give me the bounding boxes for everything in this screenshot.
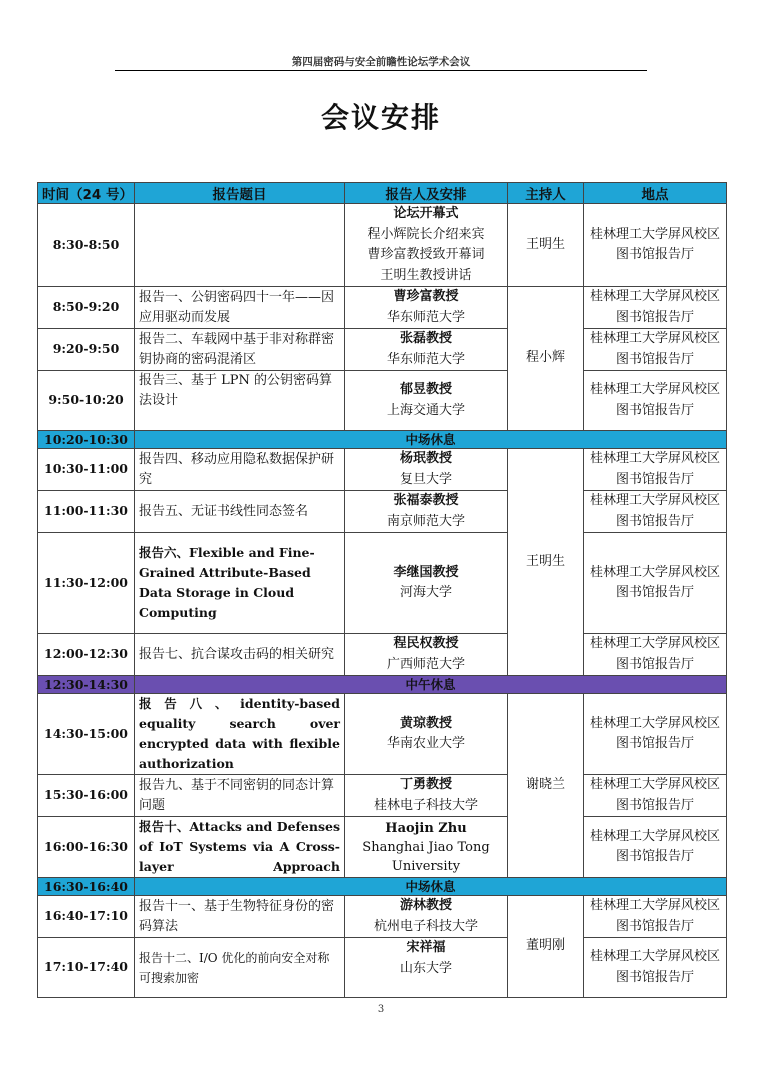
topic-cell: 报告十二、I/O 优化的前向安全对称可搜索加密 — [135, 938, 345, 998]
table-row — [38, 896, 727, 938]
break-label: 中场休息 — [135, 431, 727, 449]
table-header-row — [38, 183, 727, 204]
speaker-affiliation: 华东师范大学 — [386, 351, 465, 367]
speaker-cell — [345, 694, 508, 775]
speaker-affiliation: Shanghai Jiao Tong University — [362, 839, 490, 874]
topic-cell: 报告二、车载网中基于非对称群密钥协商的密码混淆区 — [135, 329, 345, 371]
break-row — [38, 676, 727, 694]
topic-cell: 报告四、移动应用隐私数据保护研究 — [135, 449, 345, 491]
topic-cell: 报告七、抗合谋攻击码的相关研究 — [135, 634, 345, 676]
table-row — [38, 287, 727, 329]
page-title: 会议安排 — [320, 101, 441, 134]
time-cell: 11:30-12:00 — [38, 533, 135, 634]
venue-cell: 桂林理工大学屏风校区图书馆报告厅 — [584, 634, 727, 676]
table-row — [38, 694, 727, 775]
column-header-topic: 报告题目 — [135, 183, 345, 204]
speaker-affiliation: 桂林电子科技大学 — [373, 797, 478, 813]
venue-cell: 桂林理工大学屏风校区图书馆报告厅 — [584, 287, 727, 329]
table-row — [38, 204, 727, 287]
topic-cell: 报告十一、基于生物特征身份的密码算法 — [135, 896, 345, 938]
topic-cell: 报告九、基于不同密钥的同态计算问题 — [135, 775, 345, 817]
speaker-cell — [345, 533, 508, 634]
time-cell: 14:30-15:00 — [38, 694, 135, 775]
speaker-name: 程民权教授 — [393, 636, 459, 651]
topic-cell: 报告八、identity-based equality search over encrypted data with flexible authorization — [135, 694, 345, 775]
speaker-affiliation: 山东大学 — [399, 960, 452, 976]
speaker-cell — [345, 204, 508, 287]
time-cell: 8:50-9:20 — [38, 287, 135, 329]
column-header-speaker: 报告人及安排 — [345, 183, 508, 204]
speaker-cell — [345, 896, 508, 938]
time-cell: 17:10-17:40 — [38, 938, 135, 998]
speaker-cell — [345, 371, 508, 431]
speaker-line: 王明生教授讲话 — [380, 267, 472, 283]
speaker-affiliation: 南京师范大学 — [386, 513, 465, 529]
time-cell: 12:00-12:30 — [38, 634, 135, 676]
speaker-affiliation: 广西师范大学 — [386, 656, 465, 672]
topic-cell: 报告一、公钥密码四十一年——因应用驱动而发展 — [135, 287, 345, 329]
speaker-name: 黄琼教授 — [399, 715, 452, 731]
speaker-name: 张福泰教授 — [393, 493, 459, 508]
table-row — [38, 775, 727, 817]
venue-cell: 桂林理工大学屏风校区图书馆报告厅 — [584, 329, 727, 371]
venue-cell: 桂林理工大学屏风校区图书馆报告厅 — [584, 938, 727, 998]
venue-cell: 桂林理工大学屏风校区图书馆报告厅 — [584, 775, 727, 817]
topic-cell: 报告十、Attacks and Defenses of IoT Systems via A Cross-layer Approach — [135, 817, 345, 878]
topic-cell: 报告五、无证书线性同态签名 — [135, 491, 345, 533]
topic-cell: 报告三、基于 LPN 的公钥密码算法设计 — [135, 371, 345, 431]
column-header-host: 主持人 — [508, 183, 584, 204]
speaker-name: 丁勇教授 — [399, 777, 452, 792]
host-cell: 程小辉 — [508, 287, 584, 431]
host-cell: 谢晓兰 — [508, 694, 584, 878]
time-cell: 16:00-16:30 — [38, 817, 135, 878]
venue-cell: 桂林理工大学屏风校区图书馆报告厅 — [584, 449, 727, 491]
speaker-affiliation: 杭州电子科技大学 — [373, 918, 478, 934]
speaker-name: 张磊教授 — [399, 331, 452, 346]
table-row — [38, 817, 727, 878]
time-cell: 15:30-16:00 — [38, 775, 135, 817]
time-cell: 9:50-10:20 — [38, 371, 135, 431]
break-label: 中午休息 — [135, 676, 727, 694]
speaker-cell — [345, 449, 508, 491]
table-row — [38, 371, 727, 431]
table-row — [38, 533, 727, 634]
table-row — [38, 449, 727, 491]
speaker-cell — [345, 634, 508, 676]
host-cell: 王明生 — [508, 204, 584, 287]
venue-cell: 桂林理工大学屏风校区图书馆报告厅 — [584, 371, 727, 431]
speaker-name: 杨珉教授 — [399, 451, 452, 466]
break-time: 16:30-16:40 — [38, 878, 135, 896]
speaker-cell — [345, 329, 508, 371]
venue-cell: 桂林理工大学屏风校区图书馆报告厅 — [584, 896, 727, 938]
speaker-name: 宋祥福 — [406, 940, 446, 955]
opening-ceremony-label: 论坛开幕式 — [393, 206, 459, 221]
speaker-cell — [345, 938, 508, 998]
break-row — [38, 431, 727, 449]
speaker-line: 曹珍富教授致开幕词 — [367, 247, 485, 262]
time-cell: 8:30-8:50 — [38, 204, 135, 287]
column-header-venue: 地点 — [584, 183, 727, 204]
table-row — [38, 938, 727, 998]
break-row — [38, 878, 727, 896]
speaker-name: 郁昱教授 — [399, 382, 452, 397]
break-label: 中场休息 — [135, 878, 727, 896]
time-cell: 11:00-11:30 — [38, 491, 135, 533]
header-rule — [115, 70, 647, 71]
venue-cell: 桂林理工大学屏风校区图书馆报告厅 — [584, 694, 727, 775]
speaker-line: 程小辉院长介绍来宾 — [367, 226, 485, 242]
column-header-time: 时间（24 号） — [38, 183, 135, 204]
speaker-affiliation: 华东师范大学 — [386, 309, 465, 325]
table-row — [38, 634, 727, 676]
speaker-affiliation: 华南农业大学 — [386, 736, 465, 751]
speaker-cell — [345, 817, 508, 878]
time-cell: 16:40-17:10 — [38, 896, 135, 938]
speaker-name: 游林教授 — [399, 898, 452, 913]
speaker-cell — [345, 775, 508, 817]
topic-cell — [135, 204, 345, 287]
speaker-name: 曹珍富教授 — [393, 289, 459, 304]
speaker-cell — [345, 287, 508, 329]
venue-cell: 桂林理工大学屏风校区图书馆报告厅 — [584, 533, 727, 634]
topic-cell: 报告六、Flexible and Fine-Grained Attribute-Based Data Storage in Cloud Computing — [135, 533, 345, 634]
host-cell: 董明刚 — [508, 896, 584, 998]
break-time: 10:20-10:30 — [38, 431, 135, 449]
break-time: 12:30-14:30 — [38, 676, 135, 694]
speaker-affiliation: 复旦大学 — [399, 471, 452, 487]
table-row — [38, 491, 727, 533]
speaker-affiliation: 上海交通大学 — [386, 402, 465, 418]
venue-cell: 桂林理工大学屏风校区图书馆报告厅 — [584, 491, 727, 533]
speaker-cell — [345, 491, 508, 533]
page-number: 3 — [377, 1004, 385, 1015]
time-cell: 9:20-9:50 — [38, 329, 135, 371]
host-cell: 王明生 — [508, 449, 584, 676]
speaker-name: 李继国教授 — [393, 564, 459, 580]
schedule-table — [37, 182, 727, 998]
time-cell: 10:30-11:00 — [38, 449, 135, 491]
speaker-affiliation: 河海大学 — [399, 585, 452, 600]
running-header: 第四届密码与安全前瞻性论坛学术会议 — [291, 56, 471, 68]
venue-cell: 桂林理工大学屏风校区图书馆报告厅 — [584, 817, 727, 878]
venue-cell: 桂林理工大学屏风校区图书馆报告厅 — [584, 204, 727, 287]
speaker-name: Haojin Zhu — [385, 820, 467, 836]
table-row — [38, 329, 727, 371]
